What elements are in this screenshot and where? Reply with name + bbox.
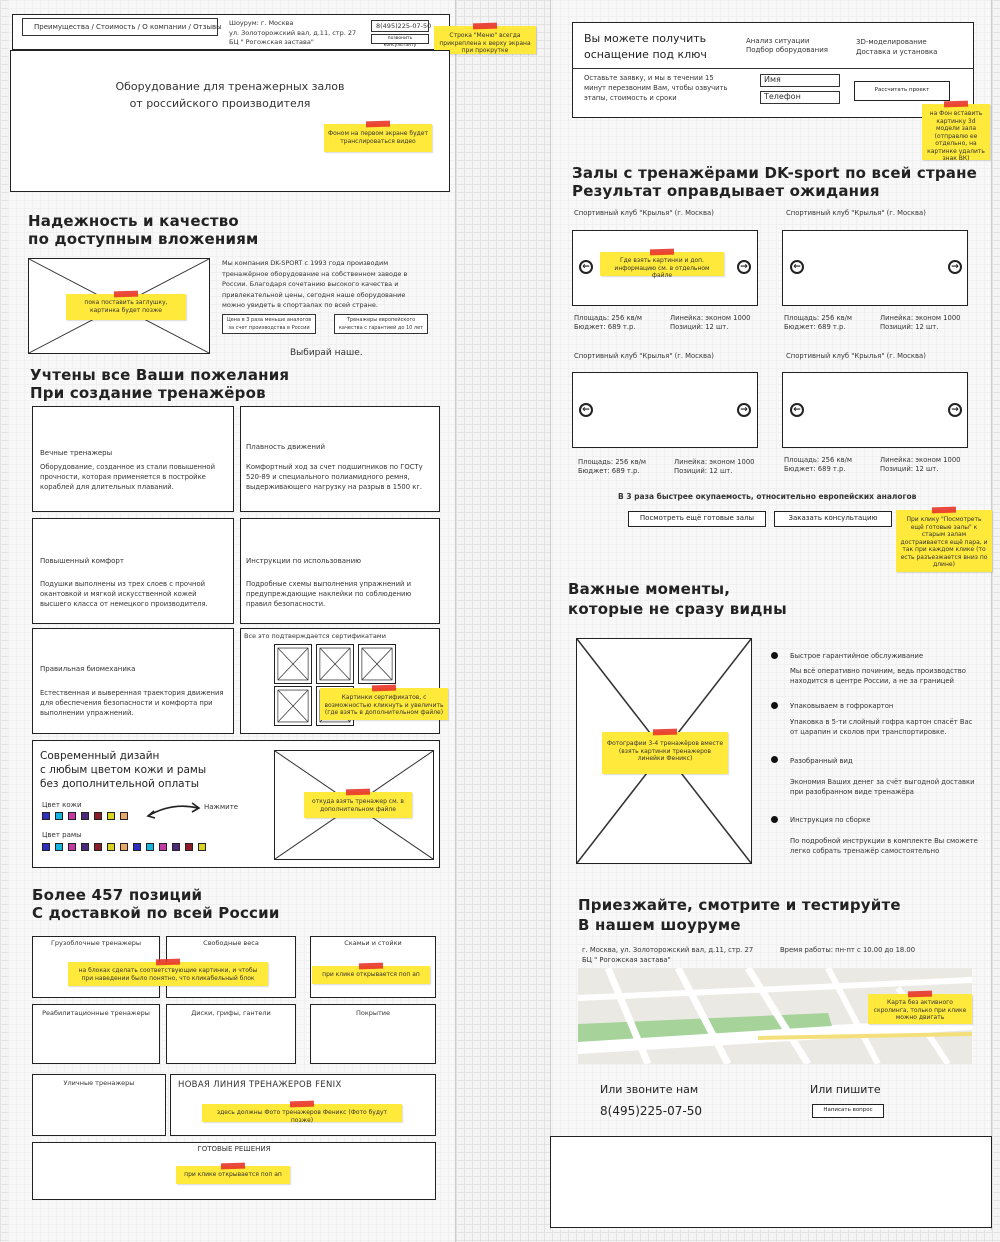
hall-1-positions: Позиций: 12 шт. — [670, 323, 729, 331]
nav-phone-label[interactable]: 8(495)225-07-50 — [376, 22, 432, 30]
hall-1-area: Площадь: 256 кв/м — [574, 314, 642, 322]
hall-2-area: Площадь: 256 кв/м — [784, 314, 852, 322]
important-4-title: Инструкция по сборке — [790, 816, 871, 824]
bullet-icon-1 — [771, 652, 778, 659]
color-swatch[interactable] — [120, 812, 128, 820]
positions-title-1: Более 457 позиций — [32, 886, 203, 904]
feature-5-title: Правильная биомеханика — [40, 665, 136, 673]
hall-3-budget: Бюджет: 689 т.р. — [578, 467, 640, 475]
quality-title-2: по доступным вложениям — [28, 230, 259, 248]
note-halls-sticky: Где взять картинки и доп. информацию см. в отдельном файле — [600, 252, 724, 276]
important-3-desc: Экономия Ваших денег за счёт выгодной доставки при разобранном виде тренажёра — [790, 778, 975, 796]
certificate-thumb-4[interactable] — [274, 686, 312, 726]
skin-color-label: Цвет кожи — [42, 801, 82, 809]
hall-3-area: Площадь: 256 кв/м — [578, 458, 646, 466]
certificate-thumb-3[interactable] — [358, 644, 396, 684]
showroom-address-line-1: г. Москва, ул. Золоторожский вал, д.11, стр. 27 — [582, 946, 754, 954]
category-5-label[interactable]: Диски, грифы, гантели — [191, 1009, 271, 1017]
hall-4-positions: Позиций: 12 шт. — [880, 465, 939, 473]
hall-2-next-icon[interactable]: → — [948, 260, 962, 274]
showroom-address-line-2: БЦ " Рогожская застава" — [582, 956, 671, 964]
note-photo-sticky: Фотографии 3-4 тренажёров вместе (взять картинки тренажеров линейки Феникс) — [602, 732, 728, 774]
hall-4-slider[interactable] — [782, 372, 968, 448]
quality-body: Мы компания DK-SPORT с 1993 года производим тренажёрное оборудование на собственном заводе в России. Благодаря сочетанию высокого качества и привлекательной цены, сегодня наше оборудование можно увидеть в спортзалах по всей стране. — [222, 259, 408, 309]
color-swatch[interactable] — [120, 843, 128, 851]
quality-choose: Выбирай наше. — [290, 348, 363, 358]
hall-4-prev-icon[interactable]: ← — [790, 403, 804, 417]
note-map-sticky: Карта без активного скролинга, только при клике можно двигать — [868, 994, 972, 1024]
bullet-icon-3 — [771, 756, 778, 763]
order-consultation-button[interactable]: Заказать консультацию — [774, 511, 892, 527]
hero-line-1: Оборудование для тренажерных залов — [115, 80, 345, 93]
feature-3-desc: Подушки выполнены из трех слоев с прочной окантовкой и мягкой искусственной кожей высшего класса от немецкого производителя. — [40, 580, 208, 608]
hall-3-prev-icon[interactable]: ← — [579, 403, 593, 417]
turnkey-step-3: 3D-моделирование — [856, 38, 927, 46]
hall-2-line: Линейка: эконом 1000 — [880, 314, 961, 322]
showroom-hours: Время работы: пн-пт с 10.00 до 18.00 — [780, 946, 916, 954]
feature-card-5 — [32, 628, 234, 734]
turnkey-title-2: оснащение под ключ — [584, 48, 707, 61]
quality-badge-2-text: Тренажеры европейского качества с гарантией до 10 лет — [338, 317, 424, 331]
important-title-2: которые не сразу видны — [568, 600, 787, 618]
color-swatch[interactable] — [146, 843, 154, 851]
halls-title-1: Залы с тренажёрами DK-sport по всей стране — [572, 164, 978, 182]
color-swatch[interactable] — [159, 843, 167, 851]
certificate-thumb-1[interactable] — [274, 644, 312, 684]
turnkey-divider — [572, 68, 974, 69]
important-title-1: Важные моменты, — [568, 580, 731, 598]
hall-4-next-icon[interactable]: → — [948, 403, 962, 417]
category-3-label[interactable]: Скамьи и стойки — [344, 939, 402, 947]
color-swatch[interactable] — [68, 843, 76, 851]
note-menu-sticky: Строка "Меню" всегда прикреплена к верху экрана при прокрутке — [434, 26, 536, 54]
feature-2-title: Плавность движений — [246, 443, 326, 451]
showroom-address-3: БЦ " Рогожская застава" — [229, 38, 314, 46]
note-fenix-sticky: здесь должны Фото тренажеров Феникс (Фото будут позже) — [202, 1104, 402, 1122]
feature-card-1 — [32, 406, 234, 512]
note-trainer-sticky: откуда взять тренажер см. в дополнительном файле — [304, 792, 412, 818]
hall-4-title: Спортивный клуб "Крылья" (г. Москва) — [786, 352, 926, 360]
color-swatch[interactable] — [107, 812, 115, 820]
hall-3-positions: Позиций: 12 шт. — [674, 467, 733, 475]
color-swatch[interactable] — [185, 843, 193, 851]
note-blocks-sticky: на блоках сделать соответствующие картинки, и чтобы при наведении было понятно, что кликабельный блок — [68, 962, 268, 986]
hall-2-positions: Позиций: 12 шт. — [880, 323, 939, 331]
category-6-label[interactable]: Покрытие — [355, 1009, 391, 1017]
important-4-desc: По подробной инструкции в комплекте Вы сможете легко собрать тренажёр самостоятельно — [790, 837, 978, 855]
color-swatch[interactable] — [94, 843, 102, 851]
turnkey-step-2: Подбор оборудования — [746, 46, 828, 54]
press-arrow-icon — [146, 800, 202, 820]
showroom-address-1: Шоурум: г. Москва — [229, 19, 294, 27]
press-hint: Нажмите — [204, 803, 239, 811]
hall-1-budget: Бюджет: 689 т.р. — [574, 323, 636, 331]
hall-3-title: Спортивный клуб "Крылья" (г. Москва) — [574, 352, 714, 360]
category-2-label[interactable]: Свободные веса — [203, 939, 259, 947]
color-swatch[interactable] — [172, 843, 180, 851]
note-placeholder-sticky: пока поставить заглушку, картинка будет позже — [66, 294, 186, 320]
hall-3-next-icon[interactable]: → — [737, 403, 751, 417]
hall-2-budget: Бюджет: 689 т.р. — [784, 323, 846, 331]
hall-1-line: Линейка: эконом 1000 — [670, 314, 751, 322]
showroom-address-2: ул. Золоторожский вал, д.11, стр. 27 — [229, 29, 357, 37]
hall-1-title: Спортивный клуб "Крылья" (г. Москва) — [574, 209, 714, 217]
hall-4-line: Линейка: эконом 1000 — [880, 456, 961, 464]
halls-title-2: Результат оправдывает ожидания — [572, 182, 880, 200]
feature-1-title: Вечные тренажеры — [40, 449, 113, 457]
category-7-label[interactable]: Уличные тренажеры — [63, 1079, 135, 1087]
bullet-icon-4 — [771, 816, 778, 823]
important-3-title: Разобранный вид — [790, 757, 853, 765]
design-title-3: без дополнительной оплаты — [40, 778, 199, 790]
bullet-icon-2 — [771, 702, 778, 709]
payback-text: В 3 раза быстрее окупаемость, относительно европейских аналогов — [618, 492, 917, 501]
callback-button[interactable]: позвонить консультанту — [371, 34, 429, 44]
color-swatch[interactable] — [55, 843, 63, 851]
wishes-title-2: При создание тренажёров — [30, 384, 266, 402]
calculate-project-button[interactable]: Рассчитать проект — [854, 81, 950, 101]
turnkey-step-1: Анализ ситуации — [746, 37, 810, 45]
nav-links-label[interactable]: Преимущества / Стоимость / О компании / Отзывы — [34, 23, 222, 31]
note-video-sticky: Фоном на первом экране будет транслироваться видео — [324, 124, 432, 152]
write-us-label: Или пишите — [810, 1083, 881, 1096]
color-swatch[interactable] — [81, 812, 89, 820]
turnkey-step-4: Доставка и установка — [856, 48, 938, 56]
hall-3-line: Линейка: эконом 1000 — [674, 458, 755, 466]
category-1-label[interactable]: Грузоблочные тренажеры — [50, 939, 142, 947]
certificate-thumb-2[interactable] — [316, 644, 354, 684]
showroom-title-2: В нашем шоуруме — [578, 916, 741, 934]
hall-3-slider[interactable] — [572, 372, 758, 448]
color-swatch[interactable] — [133, 843, 141, 851]
color-swatch[interactable] — [68, 812, 76, 820]
showroom-title-1: Приезжайте, смотрите и тестируйте — [578, 896, 901, 914]
ask-question-button[interactable]: Написать вопрос — [812, 1104, 884, 1118]
feature-2-desc: Комфортный ход за счет подшипников по ГОСТу 520-89 и специального полиамидного ремня, выдерживающего нагрузку на разрыв в 1500 кг. — [246, 463, 423, 491]
hall-1-next-icon[interactable]: → — [737, 260, 751, 274]
frame-color-label: Цвет рамы — [42, 831, 82, 839]
quality-title-1: Надежность и качество — [28, 212, 239, 230]
design-title-1: Современный дизайн — [40, 750, 160, 762]
note-turnkey-sticky: на Фон вставить картинку 3d модели зала (отправлю ее отдельно, на картинке удалить знак ВК) — [922, 104, 990, 160]
note-popup-2-sticky: при клике открывается поп ап — [176, 1166, 290, 1184]
hall-1-prev-icon[interactable]: ← — [579, 260, 593, 274]
hall-2-prev-icon[interactable]: ← — [790, 260, 804, 274]
important-1-desc: Мы всё оперативно починим, ведь производство находится в центре России, а не за границей — [790, 667, 966, 685]
note-certs-sticky: Картинки сертификатов, с возможностью кликнуть и увеличить (где взять в дополнительном файле) — [320, 688, 448, 720]
hall-4-budget: Бюджет: 689 т.р. — [784, 465, 846, 473]
color-swatch[interactable] — [42, 843, 50, 851]
color-swatch[interactable] — [55, 812, 63, 820]
hall-2-slider[interactable] — [782, 230, 968, 306]
certificates-title: Все это подтверждается сертификатами — [244, 632, 386, 640]
color-swatch[interactable] — [81, 843, 89, 851]
feature-3-title: Повышенный комфорт — [40, 557, 124, 565]
category-4-label[interactable]: Реабилитационные тренажеры — [42, 1009, 150, 1017]
feature-card-2 — [240, 406, 440, 512]
quality-badge-1-text: Цена в 3 раза меньше аналогов за счет производства в России — [226, 317, 312, 331]
positions-title-2: С доставкой по всей России — [32, 904, 280, 922]
design-title-2: с любым цветом кожи и рамы — [40, 764, 207, 776]
name-input-placeholder[interactable]: Имя — [764, 75, 781, 84]
color-swatch[interactable] — [107, 843, 115, 851]
feature-5-desc: Естественная и выверенная траектория движения для обеспечения безопасности и комфорта при выполнении упражнений. — [40, 689, 224, 717]
important-1-title: Быстрое гарантийное обслуживание — [790, 652, 924, 660]
call-us-label: Или звоните нам — [600, 1083, 699, 1096]
hall-4-area: Площадь: 256 кв/м — [784, 456, 852, 464]
feature-1-desc: Оборудование, созданное из стали повышенной прочности, которая применяется в постройке кораблей для длительных плаваний. — [40, 463, 216, 491]
note-popup-1-sticky: при клике открывается поп ап — [312, 966, 430, 984]
turnkey-description: Оставьте заявку, и мы в течении 15 минут перезвоним Вам, чтобы озвучить этапы, стоимость и сроки — [584, 74, 728, 102]
turnkey-title-1: Вы можете получить — [584, 32, 707, 45]
color-swatch[interactable] — [198, 843, 206, 851]
feature-4-desc: Подробные схемы выполнения упражнений и предупреждающие наклейки по соблюдению правил безопасности. — [246, 580, 412, 608]
wishes-title-1: Учтены все Ваши пожелания — [30, 366, 290, 384]
hall-2-title: Спортивный клуб "Крылья" (г. Москва) — [786, 209, 926, 217]
hero-line-2: от российского производителя — [129, 97, 311, 110]
phone-input-placeholder[interactable]: Телефон — [764, 92, 801, 101]
more-halls-button[interactable]: Посмотреть ещё готовые залы — [628, 511, 766, 527]
fenix-title[interactable]: НОВАЯ ЛИНИЯ ТРЕНАЖЕРОВ FENIX — [178, 1080, 342, 1090]
important-2-desc: Упаковка в 5-ти слойный гофра картон спасёт Вас от царапин и сколов при транспортировке. — [790, 718, 973, 736]
important-2-title: Упаковываем в гофрокартон — [790, 702, 894, 710]
color-swatch[interactable] — [94, 812, 102, 820]
contact-phone[interactable]: 8(495)225-07-50 — [600, 1104, 703, 1118]
ready-solutions-title[interactable]: ГОТОВЫЕ РЕШЕНИЯ — [197, 1145, 271, 1153]
color-swatch[interactable] — [42, 812, 50, 820]
note-more-halls-sticky: При клику "Посмотреть ещё готовые залы" к старым залам достраивается ещё пара, и так при каждом клике (то есть разъезжается вниз по длине) — [896, 510, 992, 572]
feature-4-title: Инструкции по использованию — [246, 557, 362, 565]
footer — [550, 1136, 992, 1228]
